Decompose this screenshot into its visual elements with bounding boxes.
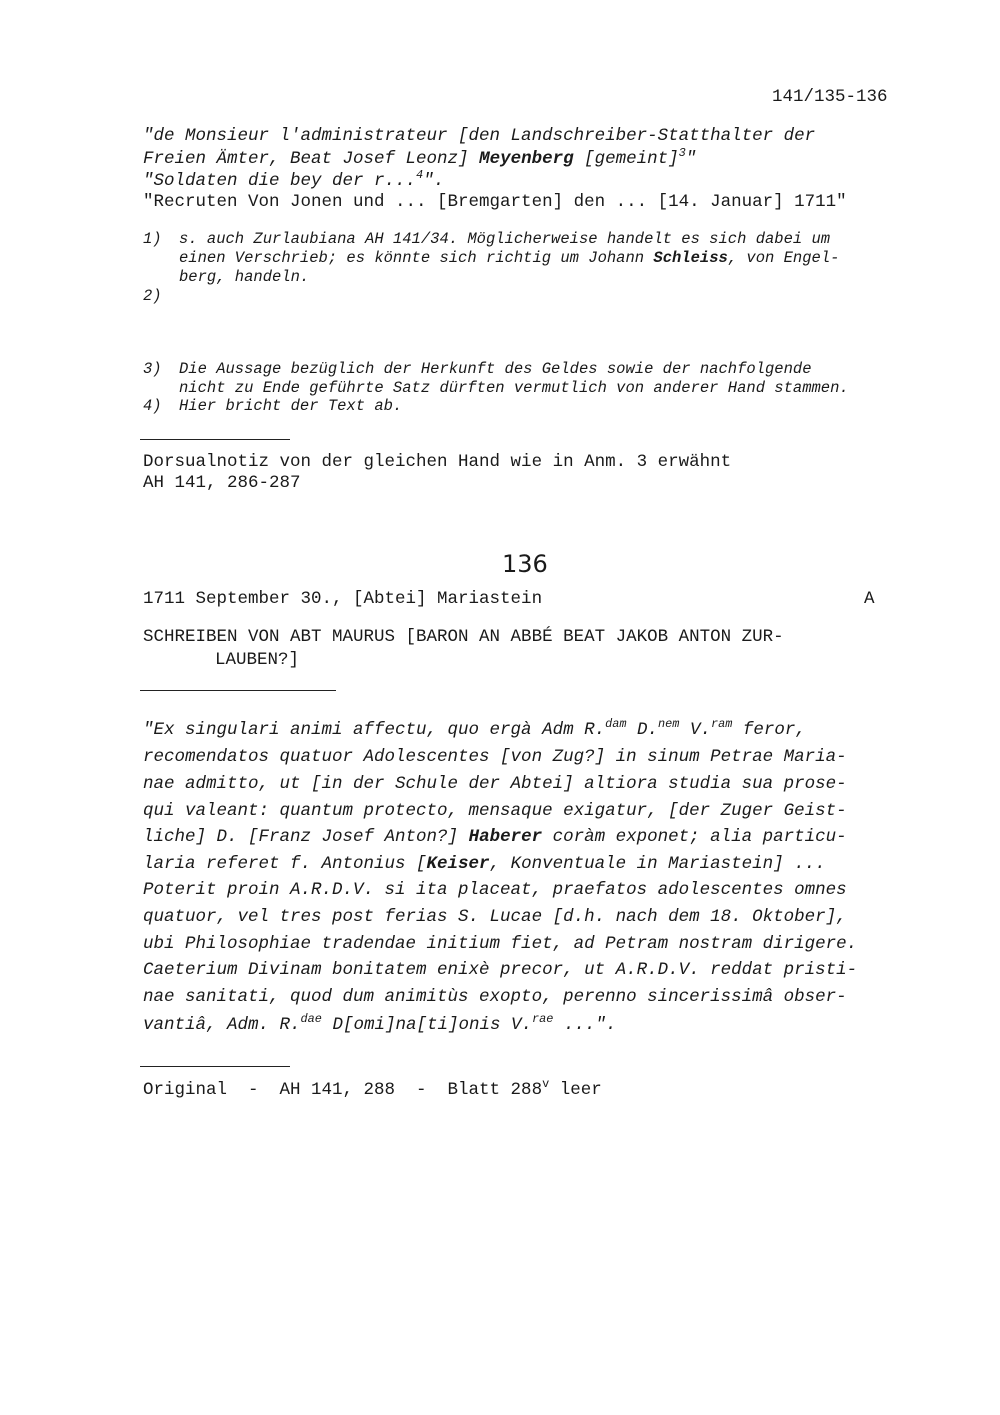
entry-number: 136	[502, 550, 548, 578]
continuation-line-1: "de Monsieur l'administrateur [den Landschreiber-Statthalter der	[143, 126, 816, 146]
person-name-keiser: Keiser	[426, 854, 490, 874]
letter-line-8: quatuor, vel tres post ferias S. Lucae [d.h. nach dem 18. Oktober],	[143, 907, 847, 927]
continuation-line-4: "Recruten Von Jonen und ... [Bremgarten] den ... [14. Januar] 1711"	[143, 192, 847, 212]
letter-line-3: nae admitto, ut [in der Schule der Abtei] altiora studia sua prose-	[143, 774, 847, 794]
letter-line-1: "Ex singulari animi affectu, quo ergà Adm R.$^{dam}$ D.$^{nem}$ V.$^{ram}$ feror,	[143, 717, 806, 740]
letter-line-2: recomendatos quatuor Adolescentes [von Zug?] in sinum Petrae Maria-	[143, 747, 847, 767]
footnote-4-number: 4)	[143, 397, 162, 415]
footnote-1-line-2: einen Verschrieb; es könnte sich richtig um Johann Schleiss, von Engel-	[179, 249, 840, 267]
dorsal-note-line-1: Dorsualnotiz von der gleichen Hand wie in Anm. 3 erwähnt	[143, 452, 732, 472]
entry-title-line-1: SCHREIBEN VON ABT MAURUS [BARON AN ABBÉ BEAT JAKOB ANTON ZUR-	[143, 627, 784, 647]
footnote-ref-4: 4	[416, 168, 424, 183]
letter-line-5: liche] D. [Franz Josef Anton?] Haberer coràm exponet; alia particu-	[143, 827, 847, 847]
letter-line-11: nae sanitati, quod dum animitùs exopto, perenno sincerissimâ obser-	[143, 987, 847, 1007]
letter-line-7: Poterit proin A.R.D.V. si ita placeat, praefatos adolescentes omnes	[143, 880, 847, 900]
footnote-1-line-3: berg, handeln.	[179, 268, 310, 286]
letter-line-12: vantiâ, Adm. R.$^{dae}$ D[omi]na[ti]onis V.$^{rae}$ ...".	[143, 1012, 617, 1035]
footnote-4-line-1: Hier bricht der Text ab.	[179, 397, 403, 415]
footnote-3-line-1: Die Aussage bezüglich der Herkunft des Geldes sowie der nachfolgende	[179, 360, 812, 378]
page-reference: 141/135-136	[772, 87, 888, 107]
footnote-1-number: 1)	[143, 230, 162, 248]
footnote-ref-3: 3	[678, 146, 686, 161]
person-name-meyenberg: Meyenberg	[479, 149, 574, 169]
entry-date-place: 1711 September 30., [Abtei] Mariastein	[143, 589, 543, 609]
separator-rule	[140, 1066, 290, 1067]
footnote-3-line-2: nicht zu Ende geführte Satz dürften vermutlich von anderer Hand stammen.	[179, 379, 849, 397]
person-name-haberer: Haberer	[468, 827, 543, 847]
letter-line-9: ubi Philosophiae tradendae initium fiet, ad Petram nostram dirigere.	[143, 934, 858, 954]
footnote-1-line-1: s. auch Zurlaubiana AH 141/34. Möglicherweise handelt es sich dabei um	[179, 230, 831, 248]
dorsal-note-line-2: AH 141, 286-287	[143, 473, 301, 493]
person-name-schleiss: Schleiss	[653, 249, 728, 267]
footnote-3-number: 3)	[143, 360, 162, 378]
source-line: Original - AH 141, 288 - Blatt 288$^v$ leer	[143, 1077, 602, 1100]
continuation-line-2: Freien Ämter, Beat Josef Leonz] Meyenberg [gemeint]$^3$"	[143, 146, 697, 169]
separator-rule	[140, 439, 290, 440]
entry-type-letter: A	[864, 589, 875, 609]
entry-title-line-2: LAUBEN?]	[215, 650, 300, 670]
separator-rule	[140, 690, 336, 691]
letter-line-6: laria referet f. Antonius [Keiser, Konventuale in Mariastein] ...	[143, 854, 826, 874]
letter-line-10: Caeterium Divinam bonitatem enixè precor, ut A.R.D.V. reddat pristi-	[143, 960, 858, 980]
footnote-2-number: 2)	[143, 287, 162, 305]
continuation-line-3: "Soldaten die bey der r...$^4$".	[143, 168, 445, 191]
letter-line-4: qui valeant: quantum protecto, mensaque exigatur, [der Zuger Geist-	[143, 801, 847, 821]
